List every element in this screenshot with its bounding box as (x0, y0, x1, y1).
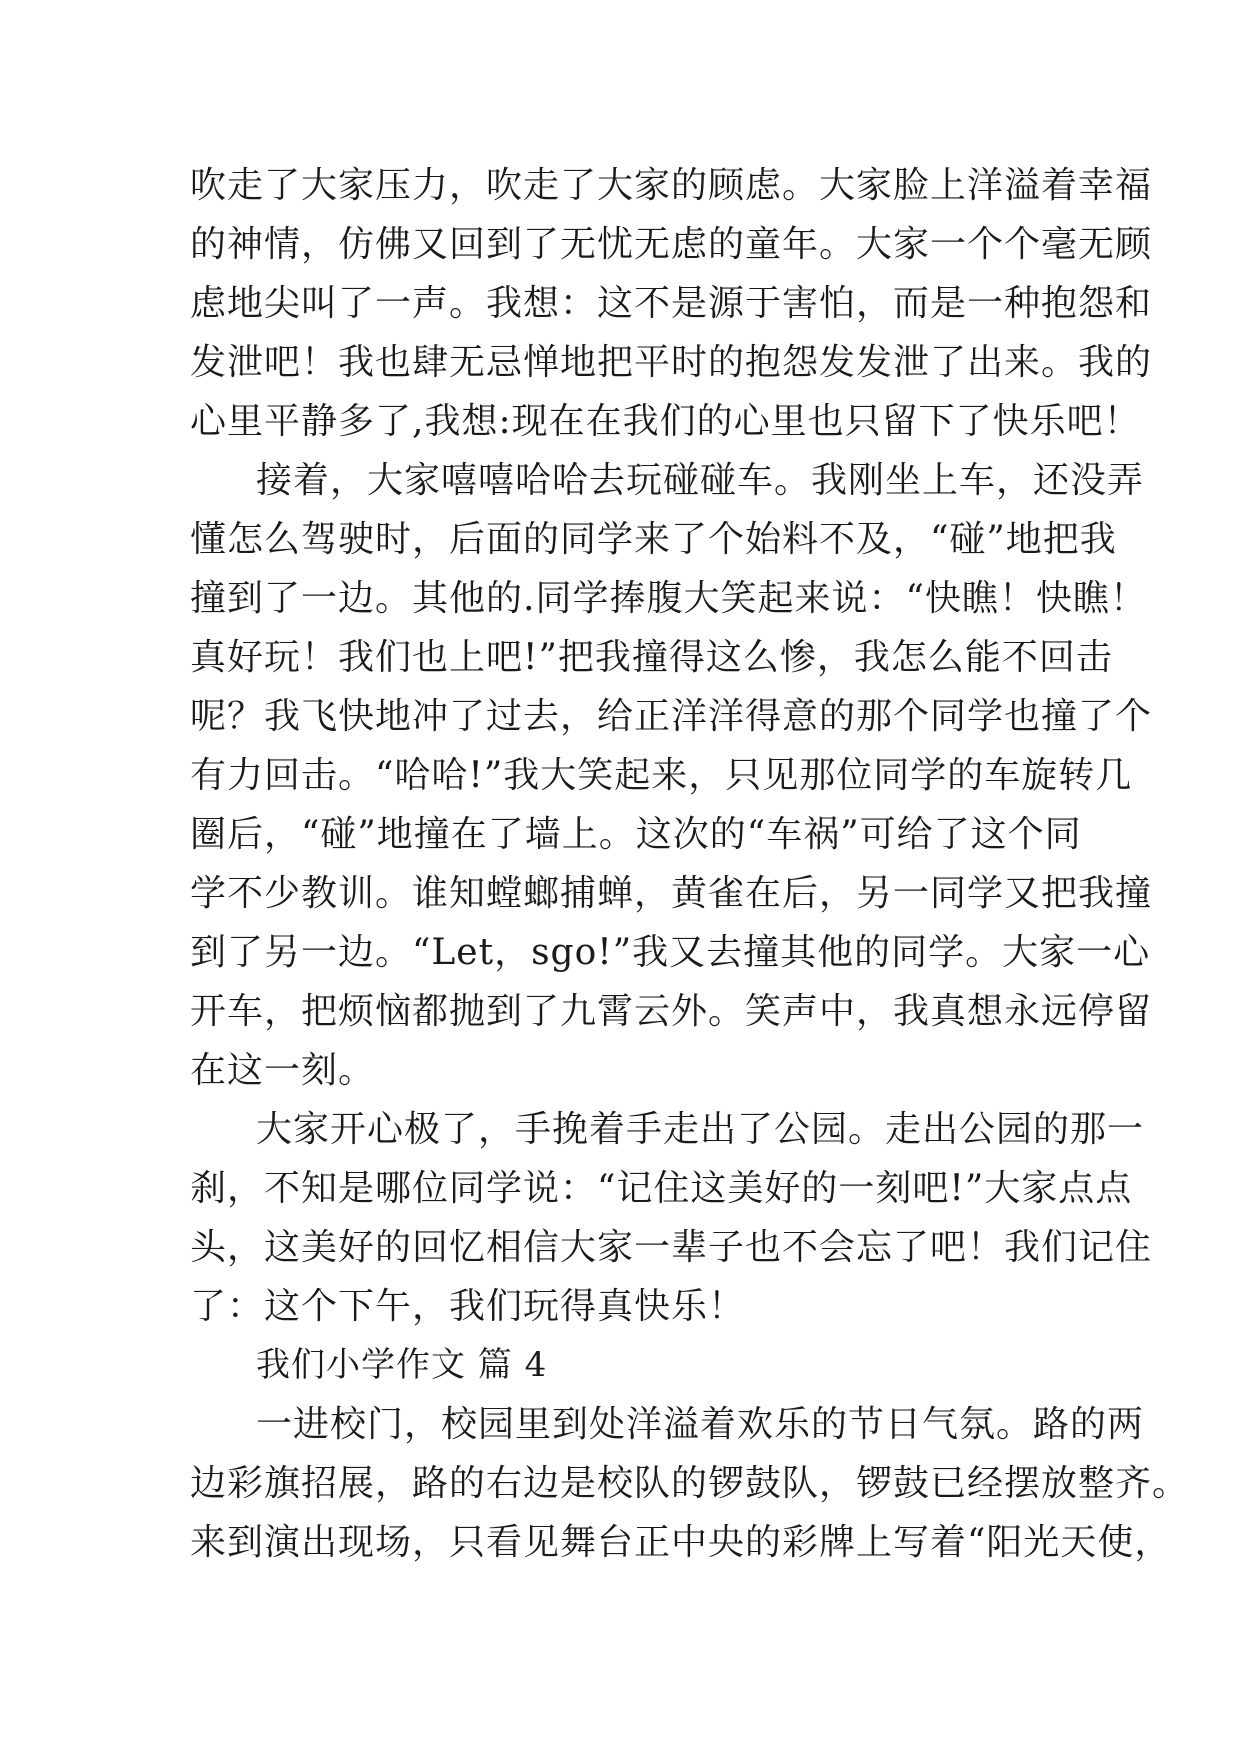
text-line: 撞到了一边。其他的.同学捧腹大笑起来说：“快瞧！快瞧！ (190, 578, 1147, 619)
text-line: 呢？我飞快地冲了过去，给正洋洋得意的那个同学也撞了个 (190, 696, 1153, 737)
text-line: 学不少教训。谁知螳螂捕蝉，黄雀在后，另一同学又把我撞 (190, 873, 1153, 914)
section-heading: 我们小学作文 篇 4 (256, 1345, 548, 1385)
paragraph-start-line: 大家开心极了，手挽着手走出了公园。走出公园的那一 (256, 1109, 1145, 1150)
text-line: 圈后，“碰”地撞在了墙上。这次的“车祸”可给了这个同 (190, 814, 1082, 855)
text-line: 真好玩！我们也上吧!”把我撞得这么惨，我怎么能不回击 (190, 637, 1113, 678)
text-line: 刹，不知是哪位同学说：“记住这美好的一刻吧!”大家点点 (190, 1168, 1133, 1209)
paragraph-start-line: 一进校门，校园里到处洋溢着欢乐的节日气氛。路的两 (256, 1404, 1145, 1445)
text-line: 在这一刻。 (190, 1050, 376, 1091)
essay-text (190, 156, 1190, 1572)
text-line: 吹走了大家压力，吹走了大家的顾虑。大家脸上洋溢着幸福 (190, 165, 1153, 206)
text-line: 开车，把烦恼都抛到了九霄云外。笑声中，我真想永远停留 (190, 991, 1153, 1032)
text-line: 虑地尖叫了一声。我想：这不是源于害怕，而是一种抱怨和 (190, 283, 1153, 324)
text-line: 了：这个下午，我们玩得真快乐！ (190, 1286, 746, 1327)
text-line: 边彩旗招展，路的右边是校队的锣鼓队，锣鼓已经摆放整齐。 (190, 1463, 1190, 1504)
text-line: 头，这美好的回忆相信大家一辈子也不会忘了吧！我们记住 (190, 1227, 1153, 1268)
text-line: 来到演出现场，只看见舞台正中央的彩牌上写着“阳光天使， (190, 1522, 1172, 1563)
paragraph-start-line: 接着，大家嘻嘻哈哈去玩碰碰车。我刚坐上车，还没弄 (256, 460, 1145, 501)
text-line: 到了另一边。“Let，sgo!”我又去撞其他的同学。大家一心 (190, 932, 1151, 973)
text-line: 的神情，仿佛又回到了无忧无虑的童年。大家一个个毫无顾 (190, 224, 1153, 265)
text-line: 懂怎么驾驶时，后面的同学来了个始料不及，“碰”地把我 (190, 519, 1117, 560)
text-line: 心里平静多了,我想:现在在我们的心里也只留下了快乐吧！ (190, 401, 1141, 442)
text-line: 有力回击。“哈哈!”我大笑起来，只见那位同学的车旋转几 (190, 755, 1133, 796)
text-line: 发泄吧！我也肆无忌惮地把平时的抱怨发发泄了出来。我的 (190, 342, 1153, 383)
